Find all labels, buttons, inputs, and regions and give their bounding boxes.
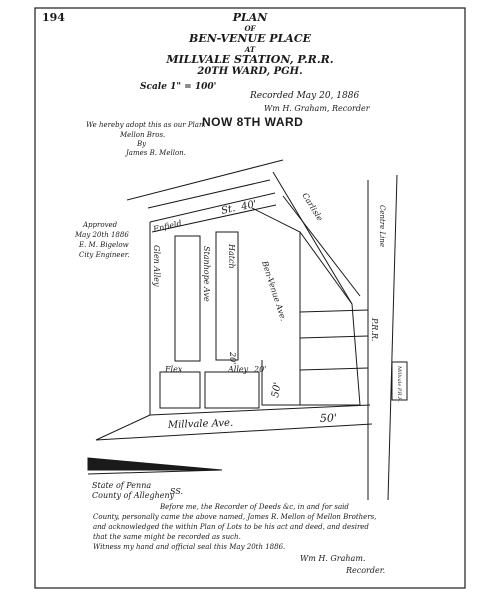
carlisle-diagonal-2 bbox=[283, 196, 360, 296]
cert-line-2: County, personally came the above named, James R. Mellon of Mellon Brothers, bbox=[93, 513, 377, 521]
glen-alley-label: Glen Alley bbox=[152, 245, 161, 287]
sheet-number: 194 bbox=[42, 11, 65, 24]
adoption-signature: James B. Mellon. bbox=[126, 149, 186, 157]
block-lower-left bbox=[160, 372, 200, 408]
millvale-ave-width: 50' bbox=[319, 411, 338, 425]
twenty-label: 20' bbox=[228, 352, 237, 365]
side-width-label: 50' bbox=[270, 381, 284, 399]
block-stanhope bbox=[175, 236, 200, 361]
approval-line-1: Approved bbox=[83, 221, 118, 229]
hatch-label: Hatch bbox=[227, 244, 236, 269]
recorded-by: Wm H. Graham, Recorder bbox=[264, 104, 370, 113]
alley-width-label: 20' bbox=[254, 365, 267, 374]
adoption-line-2: Mellon Bros. bbox=[120, 131, 166, 139]
carlisle-diagonal bbox=[273, 172, 352, 304]
stanhope-ave-label: Stanhope Ave bbox=[202, 246, 211, 302]
title-line-of: OF bbox=[244, 24, 256, 33]
approval-line-2: May 20th 1886 bbox=[75, 231, 129, 239]
ward-stamp: NOW 8TH WARD bbox=[202, 115, 304, 129]
ben-venue-ave-label: Ben-Venue Ave. bbox=[260, 259, 288, 323]
title-line-ben-venue: BEN-VENUE PLACE bbox=[189, 32, 311, 45]
millvale-ave-north bbox=[150, 405, 370, 415]
millvale-prr-label: Millvale P.R.R. bbox=[396, 366, 402, 403]
cert-ss: SS. bbox=[170, 487, 184, 496]
street-carlisle-label: Carlisle bbox=[300, 191, 325, 223]
centre-line-label: Centre Line bbox=[378, 205, 386, 248]
cert-line-3: and acknowledged the within Plan of Lots to be his act and deed, and desired bbox=[93, 523, 369, 531]
title-line-millvale: MILLVALE STATION, P.R.R. bbox=[166, 53, 334, 66]
cert-state: State of Penna bbox=[92, 481, 152, 490]
cert-line-5: Witness my hand and official seal this May 20th 1886. bbox=[93, 543, 286, 551]
cert-signature: Wm H. Graham. bbox=[300, 554, 366, 563]
millvale-ave-west bbox=[96, 415, 150, 440]
approval-line-3: E. M. Bigelow bbox=[79, 241, 129, 249]
street-enfield-label: Enfield bbox=[152, 218, 183, 234]
flex-label: Flex bbox=[165, 365, 183, 374]
millvale-ave-label: Millvale Ave. bbox=[167, 417, 234, 431]
millvale-ave-south bbox=[96, 424, 372, 440]
north-arrow-icon bbox=[88, 458, 222, 470]
scale-note: Scale 1" = 100' bbox=[140, 82, 217, 92]
street-st-label: St. bbox=[220, 203, 237, 217]
block-east bbox=[300, 232, 360, 405]
recorded-date: Recorded May 20, 1886 bbox=[250, 91, 360, 101]
north-boundary-outer bbox=[127, 160, 283, 200]
sheet-border bbox=[35, 8, 465, 588]
railroad-line-right bbox=[388, 175, 397, 500]
adoption-line-3: By bbox=[137, 140, 147, 148]
title-line-plan: PLAN bbox=[232, 11, 268, 24]
title-line-ward: 20TH WARD, PGH. bbox=[197, 66, 303, 77]
street-st-width: 40' bbox=[240, 198, 258, 213]
cert-role: Recorder. bbox=[346, 566, 386, 575]
title-line-at: AT bbox=[244, 45, 256, 54]
cert-county: County of Allegheny bbox=[92, 491, 175, 500]
prr-label: P.R.R. bbox=[370, 318, 379, 342]
cert-line-1: Before me, the Recorder of Deeds &c, in and for said bbox=[160, 503, 349, 511]
adoption-line-1: We hereby adopt this as our Plan. bbox=[86, 121, 206, 129]
block-lower-mid bbox=[205, 372, 259, 408]
approval-line-4: City Engineer. bbox=[79, 251, 130, 259]
cert-line-4: that the same might be recorded as such. bbox=[93, 533, 241, 541]
alley-label: Alley bbox=[228, 365, 249, 374]
